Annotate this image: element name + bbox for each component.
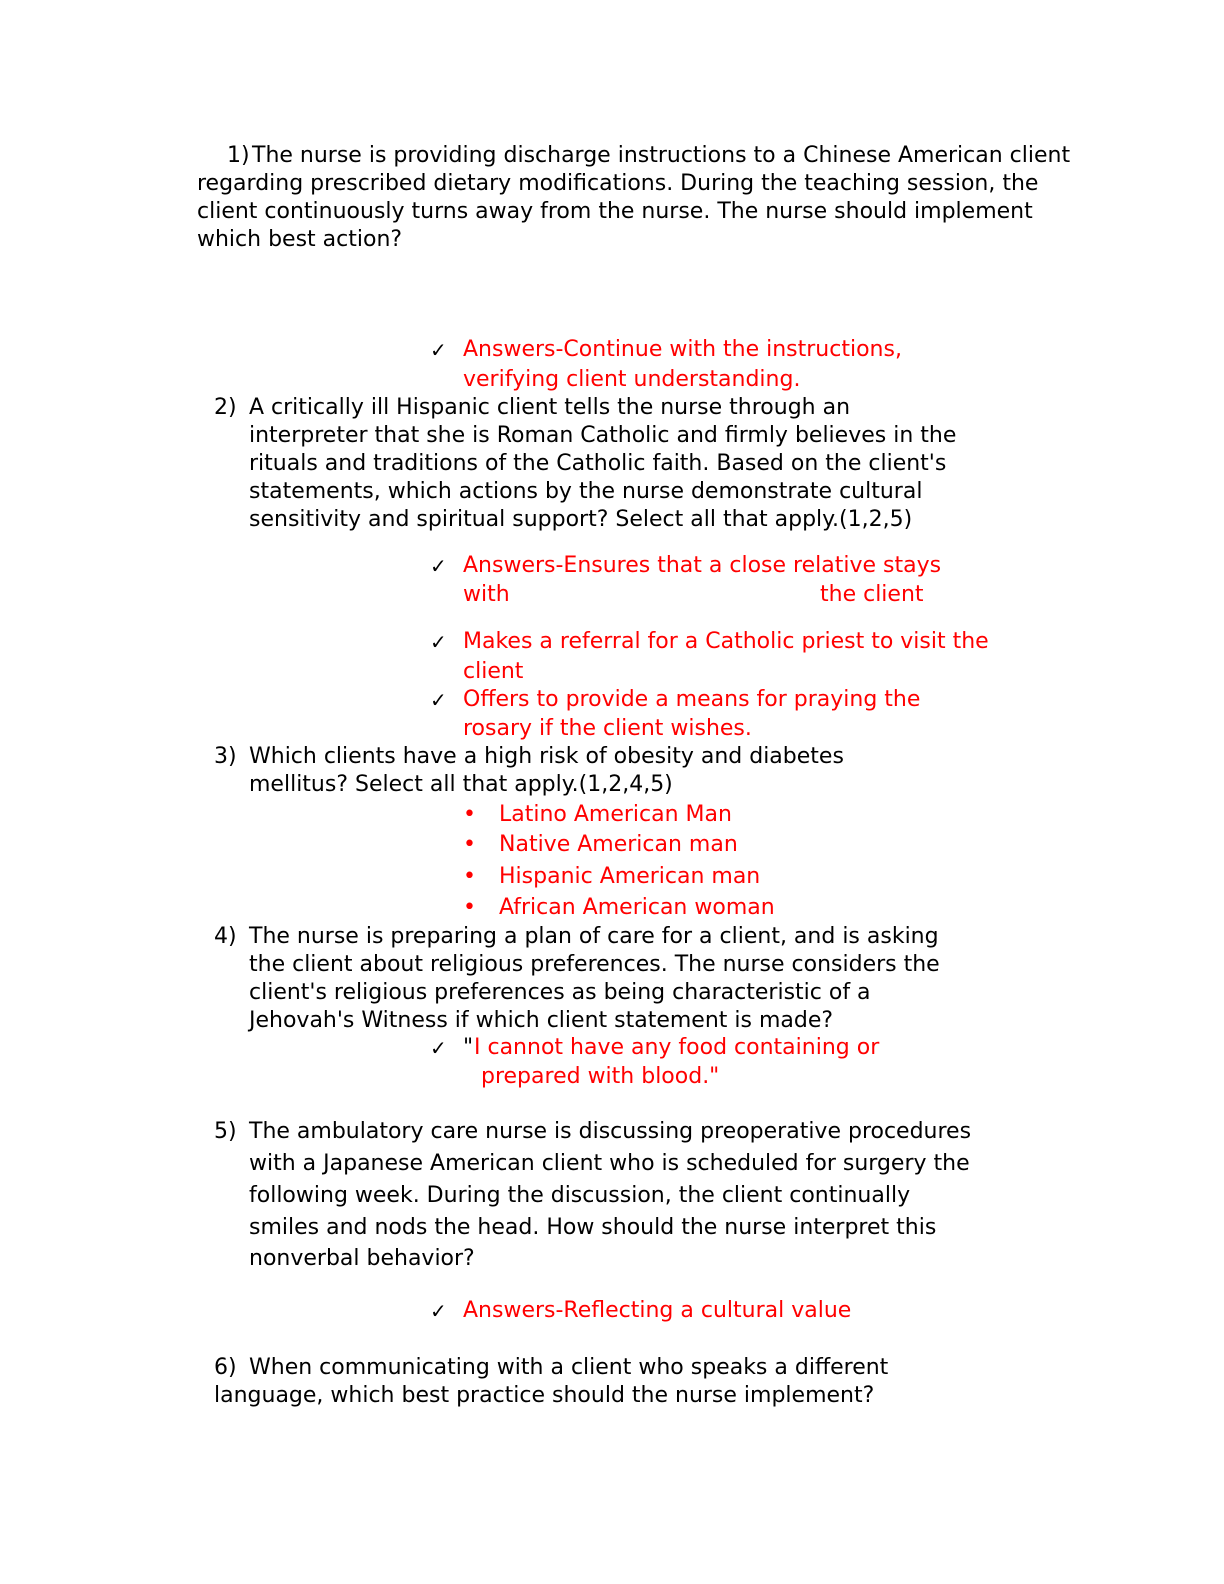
question-4-number: 4) (214, 924, 237, 949)
bullet-icon: • (463, 832, 476, 857)
question-3-line-1: Which clients have a high risk of obesity and diabetes (249, 744, 844, 769)
answer-2c-line-2: rosary if the client wishes. (463, 716, 752, 741)
question-5-line-2: with a Japanese American client who is scheduled for surgery the (249, 1151, 970, 1176)
question-6-number: 6) (214, 1355, 237, 1380)
question-2-line-3: rituals and traditions of the Catholic faith. Based on the client's (249, 451, 947, 476)
answer-1-line-2: verifying client understanding. (463, 367, 801, 392)
answer-4-line-2: prepared with blood." (481, 1064, 720, 1089)
answer-2b-line-2: client (463, 659, 524, 684)
question-4-line-3: client's religious preferences as being characteristic of a (249, 980, 871, 1005)
question-2-line-5: sensitivity and spiritual support? Select all that apply.(1,2,5) (249, 507, 913, 532)
question-1-number: 1) (227, 143, 250, 168)
checkmark-icon: ✓ (430, 630, 447, 654)
answer-5-line-1: Answers-Reflecting a cultural value (463, 1298, 852, 1323)
question-5-line-4: smiles and nods the head. How should the nurse interpret this (249, 1215, 937, 1240)
answer-2a-line-1: Answers-Ensures that a close relative stays (463, 553, 942, 578)
answer-2a-line-2a: with (463, 582, 510, 607)
question-4-line-1: The nurse is preparing a plan of care for a client, and is asking (249, 924, 939, 949)
answer-3-item-3: Hispanic American man (499, 864, 761, 889)
question-6-line-2: language, which best practice should the nurse implement? (214, 1383, 875, 1408)
answer-1-line-1: Answers-Continue with the instructions, (463, 337, 902, 362)
checkmark-icon: ✓ (430, 338, 447, 362)
question-1-line-2: regarding prescribed dietary modifications. During the teaching session, the (197, 171, 1039, 196)
question-5-line-1: The ambulatory care nurse is discussing preoperative procedures (249, 1119, 972, 1144)
question-6-line-1: When communicating with a client who speaks a different (249, 1355, 889, 1380)
answer-4-open-quote: " (463, 1035, 474, 1060)
answer-3-item-4: African American woman (499, 895, 775, 920)
checkmark-icon: ✓ (430, 1036, 447, 1060)
question-2-line-2: interpreter that she is Roman Catholic and firmly believes in the (249, 423, 957, 448)
question-2-number: 2) (214, 395, 237, 420)
question-2-line-4: statements, which actions by the nurse demonstrate cultural (249, 479, 923, 504)
answer-4-line-1: I cannot have any food containing or (474, 1035, 880, 1060)
question-5-number: 5) (214, 1119, 237, 1144)
question-1-line-3: client continuously turns away from the nurse. The nurse should implement (197, 199, 1033, 224)
checkmark-icon: ✓ (430, 554, 447, 578)
question-4-line-4: Jehovah's Witness if which client statement is made? (249, 1008, 834, 1033)
question-1-line-4: which best action? (197, 227, 403, 252)
bullet-icon: • (463, 864, 476, 889)
checkmark-icon: ✓ (430, 688, 447, 712)
answer-2b-line-1: Makes a referral for a Catholic priest to visit the (463, 629, 989, 654)
answer-2c-line-1: Offers to provide a means for praying the (463, 687, 921, 712)
question-4-line-2: the client about religious preferences. The nurse considers the (249, 952, 940, 977)
question-2-line-1: A critically ill Hispanic client tells the nurse through an (249, 395, 851, 420)
question-3-line-2: mellitus? Select all that apply.(1,2,4,5) (249, 772, 673, 797)
answer-3-item-2: Native American man (499, 832, 738, 857)
question-5-line-5: nonverbal behavior? (249, 1246, 475, 1271)
answer-3-item-1: Latino American Man (499, 802, 732, 827)
question-3-number: 3) (214, 744, 237, 769)
bullet-icon: • (463, 802, 476, 827)
checkmark-icon: ✓ (430, 1299, 447, 1323)
question-1-line-1: The nurse is providing discharge instructions to a Chinese American client (252, 143, 1071, 168)
question-5-line-3: following week. During the discussion, the client continually (249, 1183, 911, 1208)
answer-2a-line-2b: the client (820, 582, 924, 607)
bullet-icon: • (463, 895, 476, 920)
